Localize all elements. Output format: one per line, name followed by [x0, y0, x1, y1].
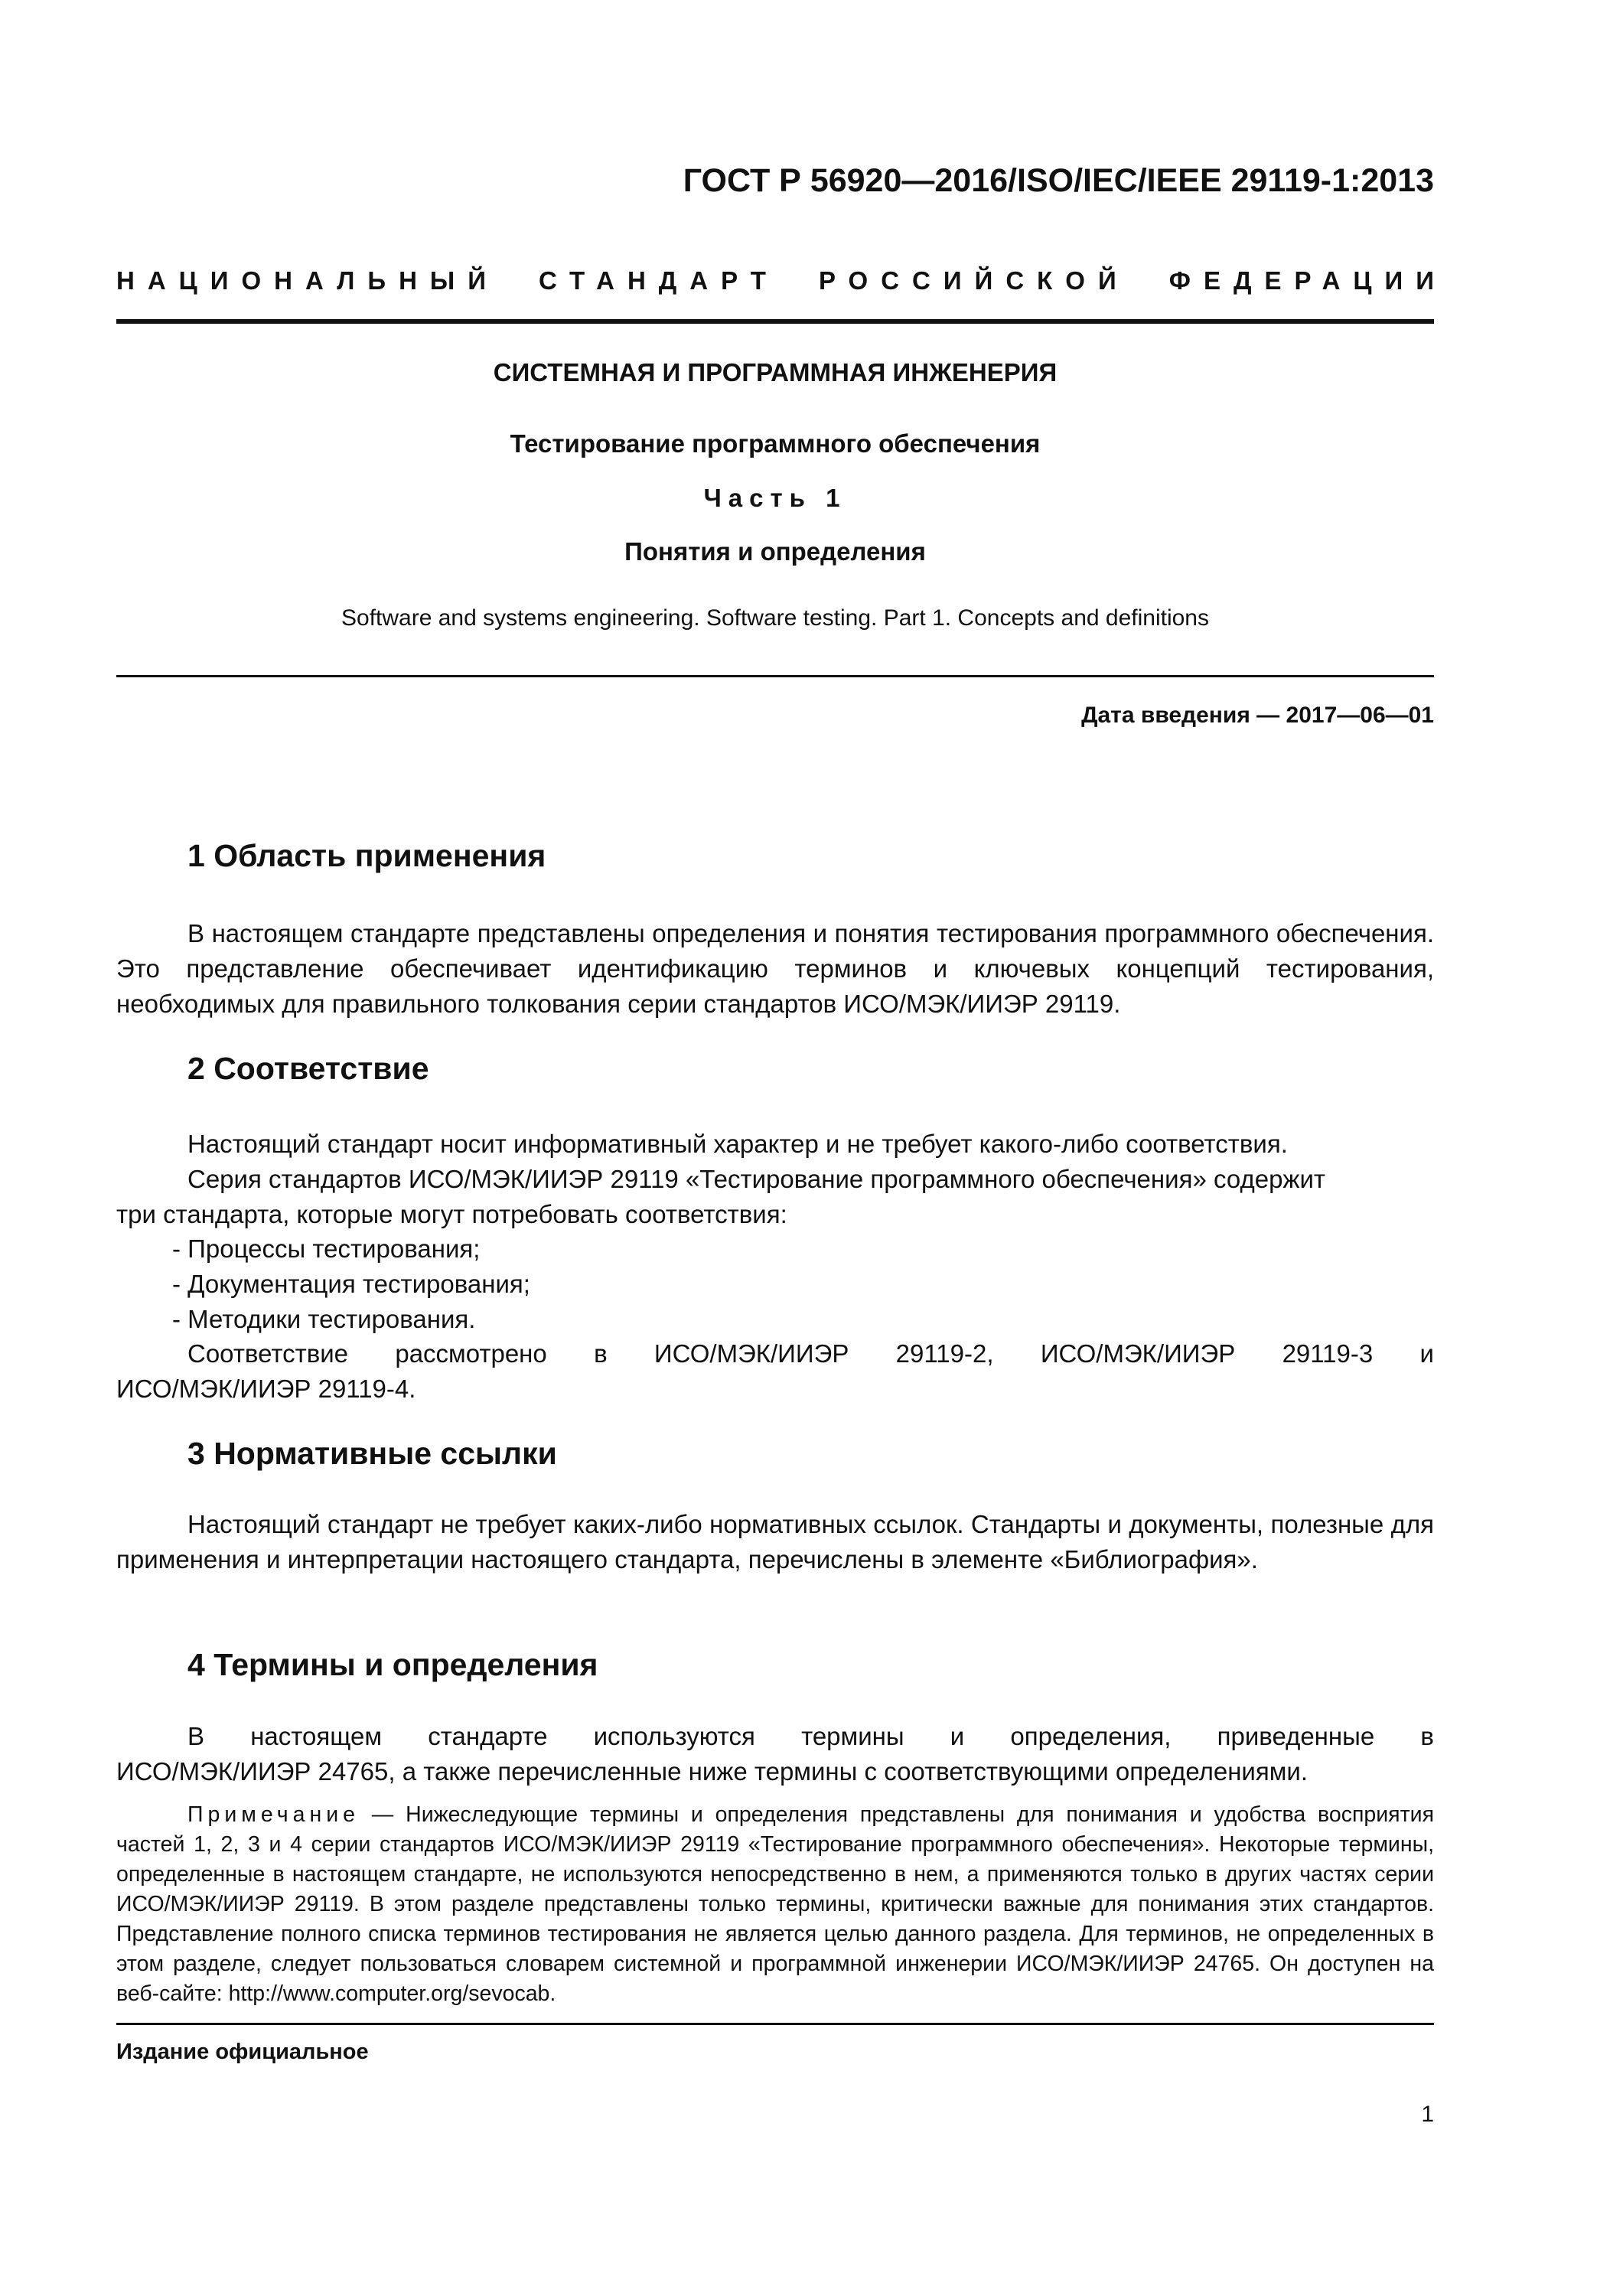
word: 29119-2,: [895, 1339, 994, 1368]
section-2-paragraph: Настоящий стандарт носит информативный характер и не требует какого-либо соответствия.: [187, 1130, 1288, 1158]
section-2-paragraph: Серия стандартов ИСО/МЭК/ИИЭР 29119 «Тестирование программного обеспечения» содержит: [187, 1165, 1326, 1193]
word: термины: [801, 1722, 904, 1750]
part-title: Понятия и определения: [624, 537, 926, 566]
list-item: - Процессы тестирования;: [172, 1234, 481, 1263]
word: определения,: [1010, 1722, 1172, 1750]
section-2-paragraph: три стандарта, которые могут потребовать соответствия:: [116, 1200, 787, 1228]
list-item: - Документация тестирования;: [172, 1270, 530, 1298]
section-1-heading: 1 Область применения: [187, 838, 546, 873]
banner-word: НАЦИОНАЛЬНЫЙ: [116, 266, 499, 295]
word: в: [594, 1339, 608, 1368]
title-divider: [116, 675, 1434, 677]
word: и: [950, 1722, 965, 1750]
word: приведенные: [1217, 1722, 1375, 1750]
note-block: [116, 1800, 1434, 2009]
footer-divider: [116, 2023, 1434, 2025]
part-label: Часть 1: [703, 484, 847, 512]
national-standard-banner: [116, 266, 1447, 295]
word: ИСО/МЭК/ИИЭР: [653, 1339, 849, 1368]
word: используются: [593, 1722, 755, 1750]
section-4-heading: 4 Термины и определения: [187, 1647, 598, 1682]
section-4-first-line: [116, 1719, 1434, 1754]
word: рассмотрено: [395, 1339, 547, 1368]
section-2-conformance-line: [116, 1336, 1434, 1371]
note-text: — Нижеследующие термины и определения представлены для понимания и удобства восприятия частей 1, 2, 3 и 4 серии стандартов ИСО/МЭК/ИИЭР 29119 «Тестирование программного обеспечения». Некоторые термины, определенные в настоящем стандарте, не используются непосредственно в нем, а применяются только в других частях серии ИСО/МЭК/ИИЭР 29119. В этом разделе представлены только термины, критически важные для понимания этих стандартов. Представление полного списка терминов тестирования не является целью данного раздела. Для терминов, не определенных в этом разделе, следует пользоваться словарем системной и программной инженерии ИСО/МЭК/ИИЭР 24765. Он доступен на веб-сайте: http://www.computer.org/sevocab.: [116, 1802, 1434, 2006]
section-3-text: Настоящий стандарт не требует каких-либо нормативных ссылок. Стандарты и документы, полезные для применения и интерпретации настоящего стандарта, перечислены в элементе «Библиография».: [116, 1510, 1434, 1574]
word: В: [187, 1722, 205, 1750]
note-label: Примечание: [187, 1802, 360, 1827]
word: ИСО/МЭК/ИИЭР: [1040, 1339, 1236, 1368]
document-title: СИСТЕМНАЯ И ПРОГРАММНАЯ ИНЖЕНЕРИЯ: [493, 358, 1058, 386]
introduction-date: Дата введения — 2017—06—01: [1081, 703, 1434, 728]
document-subtitle: Тестирование программного обеспечения: [510, 429, 1041, 458]
banner-word: ФЕДЕРАЦИИ: [1168, 266, 1447, 295]
word: в: [1420, 1722, 1434, 1750]
english-title: Software and systems engineering. Software testing. Part 1. Concepts and definitions: [341, 605, 1209, 631]
section-4-paragraph: ИСО/МЭК/ИИЭР 24765, а также перечисленные ниже термины с соответствующими определениями.: [116, 1757, 1309, 1786]
banner-word: СТАНДАРТ: [539, 266, 779, 295]
banner-word: РОССИЙСКОЙ: [818, 266, 1129, 295]
list-item: - Методики тестирования.: [172, 1305, 476, 1333]
document-code: ГОСТ Р 56920—2016/ISO/IEC/IEEE 29119-1:2013: [683, 162, 1434, 199]
page-number: 1: [1421, 2102, 1434, 2127]
word: и: [1419, 1339, 1434, 1368]
word: стандарте: [428, 1722, 548, 1750]
word: 29119-3: [1282, 1339, 1374, 1368]
word: Соответствие: [187, 1339, 349, 1368]
section-2-heading: 2 Соответствие: [187, 1051, 429, 1086]
section-1-text: В настоящем стандарте представлены определения и понятия тестирования программного обеспечения. Это представление обеспечивает идентификацию терминов и ключевых концепций тестирования, необходимых для правильного толкования серии стандартов ИСО/МЭК/ИИЭР 29119.: [116, 919, 1434, 1018]
header-divider: [116, 319, 1434, 324]
section-3-heading: 3 Нормативные ссылки: [187, 1436, 557, 1471]
section-2-paragraph: ИСО/МЭК/ИИЭР 29119-4.: [116, 1375, 416, 1403]
word: настоящем: [250, 1722, 383, 1750]
edition-label: Издание официальное: [116, 2040, 369, 2064]
